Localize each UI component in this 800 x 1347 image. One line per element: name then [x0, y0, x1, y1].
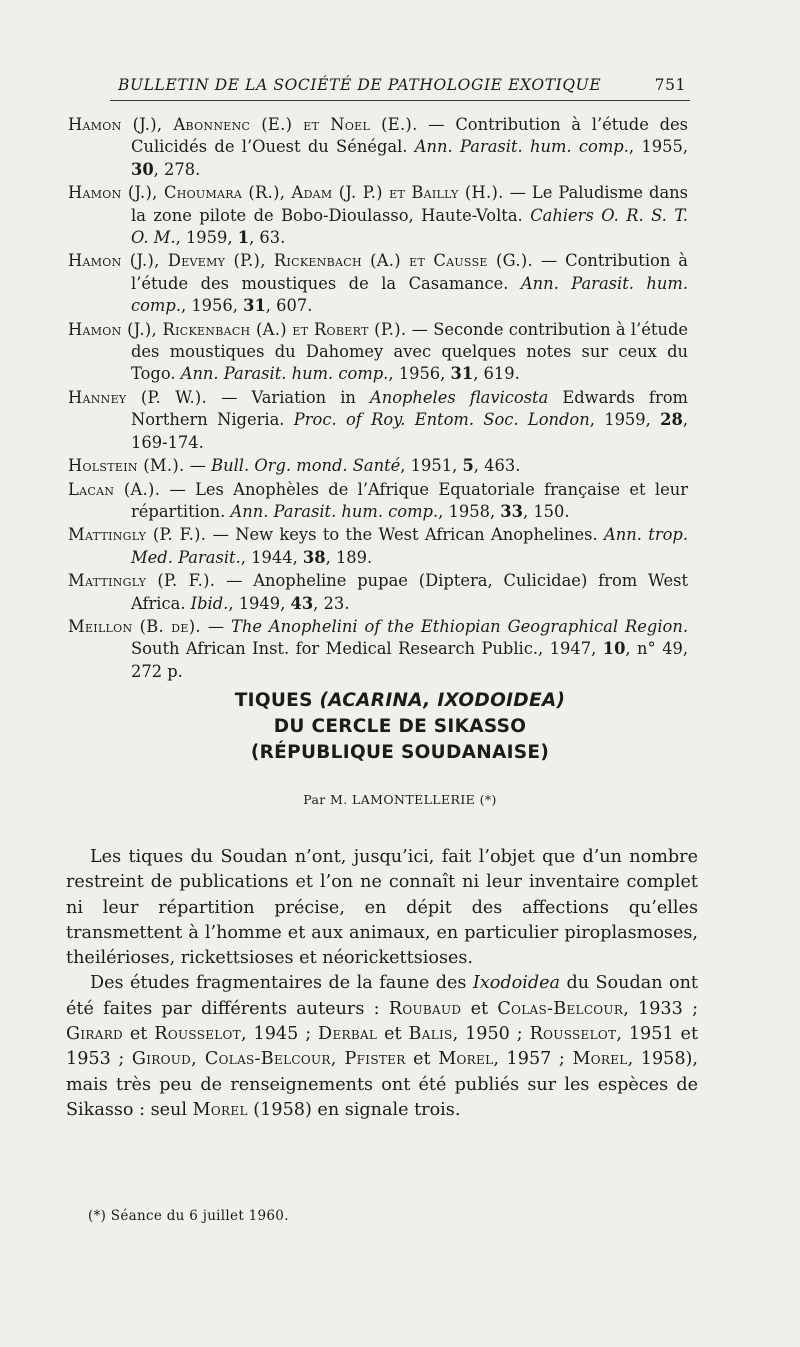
- title-line-1: TIQUES (ACARINA, IXODOIDEA): [234, 690, 566, 711]
- running-header: [118, 76, 686, 94]
- reference-list: [68, 114, 688, 684]
- title-line-2: DU CERCLE DE SIKASSO: [273, 716, 527, 737]
- footnote-mark: (*): [479, 792, 497, 807]
- paragraph-2: Des études fragmentaires de la faune des Ixodoidea du Soudan ont été faites par différents auteurs : Roubaud et Colas-Belcour, 1933 ; Girard et Rousselot, 1945 ; Derbal et Balis, 1950 ; Rousselot, 1951 et 1953 ; Giroud, Colas-Belcour, Pfister et Morel, 1957 ; Morel, 1958), mais très peu de renseignements ont été publiés sur les espèces de Sikasso : seul Morel (1958) en signale trois.: [66, 973, 699, 1120]
- journal-title: BULLETIN DE LA SOCIÉTÉ DE PATHOLOGIE EXOTIQUE: [118, 76, 602, 94]
- article-title: [110, 688, 690, 766]
- reference-entry: Hamon (J.), Devemy (P.), Rickenbach (A.) et Causse (G.). — Contribution à l’étude des moustiques de la Casamance. Ann. Parasit. hum. comp., 1956, 31, 607.: [68, 251, 688, 316]
- footnote: (*) Séance du 6 juillet 1960.: [88, 1208, 289, 1224]
- byline: Par M. LAMONTELLERIE (*): [303, 792, 497, 807]
- page-number: 751: [654, 76, 686, 94]
- paragraph-1: Les tiques du Soudan n’ont, jusqu’ici, fait l’objet que d’un nombre restreint de publications et l’on ne connaît ni leur inventaire complet ni leur répartition précise, en dépit des affections qu’elles transmettent à l’homme et aux animaux, en particulier piroplasmoses, theilérioses, rickettsioses et néorickettsioses.: [66, 847, 698, 969]
- header-rule: [110, 100, 690, 101]
- reference-entry: Hamon (J.), Choumara (R.), Adam (J. P.) et Bailly (H.). — Le Paludisme dans la zone pilote de Bobo-Dioulasso, Haute-Volta. Cahiers O. R. S. T. O. M., 1959, 1, 63.: [68, 183, 688, 248]
- reference-entry: Holstein (M.). — Bull. Org. mond. Santé, 1951, 5, 463.: [68, 456, 521, 476]
- reference-entry: Hamon (J.), Abonnenc (E.) et Noel (E.). — Contribution à l’étude des Culicidés de l’Ouest du Sénégal. Ann. Parasit. hum. comp., 1955, 30, 278.: [68, 115, 688, 179]
- reference-entry: Meillon (B. de). — The Anophelini of the Ethiopian Geographical Region. South African Inst. for Medical Research Public., 1947, 10, n° 49, 272 p.: [68, 616, 689, 681]
- title-line-3: (RÉPUBLIQUE SOUDANAISE): [250, 742, 550, 763]
- reference-entry: Mattingly (P. F.). — New keys to the West African Anophelines. Ann. trop. Med. Parasit., 1944, 38, 189.: [68, 525, 688, 567]
- reference-entry: Hamon (J.), Rickenbach (A.) et Robert (P.). — Seconde contribution à l’étude des moustiques du Dahomey avec quelques notes sur ceux du Togo. Ann. Parasit. hum. comp., 1956, 31, 619.: [68, 319, 689, 384]
- article-body: [66, 845, 698, 1123]
- author-name: LAMONTELLERIE: [352, 792, 476, 807]
- reference-entry: Hanney (P. W.). — Variation in Anopheles flavicosta Edwards from Northern Nigeria. Proc. of Roy. Entom. Soc. London, 1959, 28, 169-174.: [68, 387, 689, 452]
- reference-entry: Lacan (A.). — Les Anophèles de l’Afrique Equatoriale française et leur répartition. Ann. Parasit. hum. comp., 1958, 33, 150.: [68, 479, 688, 521]
- reference-entry: Mattingly (P. F.). — Anopheline pupae (Diptera, Culicidae) from West Africa. Ibid., 1949, 43, 23.: [68, 571, 688, 613]
